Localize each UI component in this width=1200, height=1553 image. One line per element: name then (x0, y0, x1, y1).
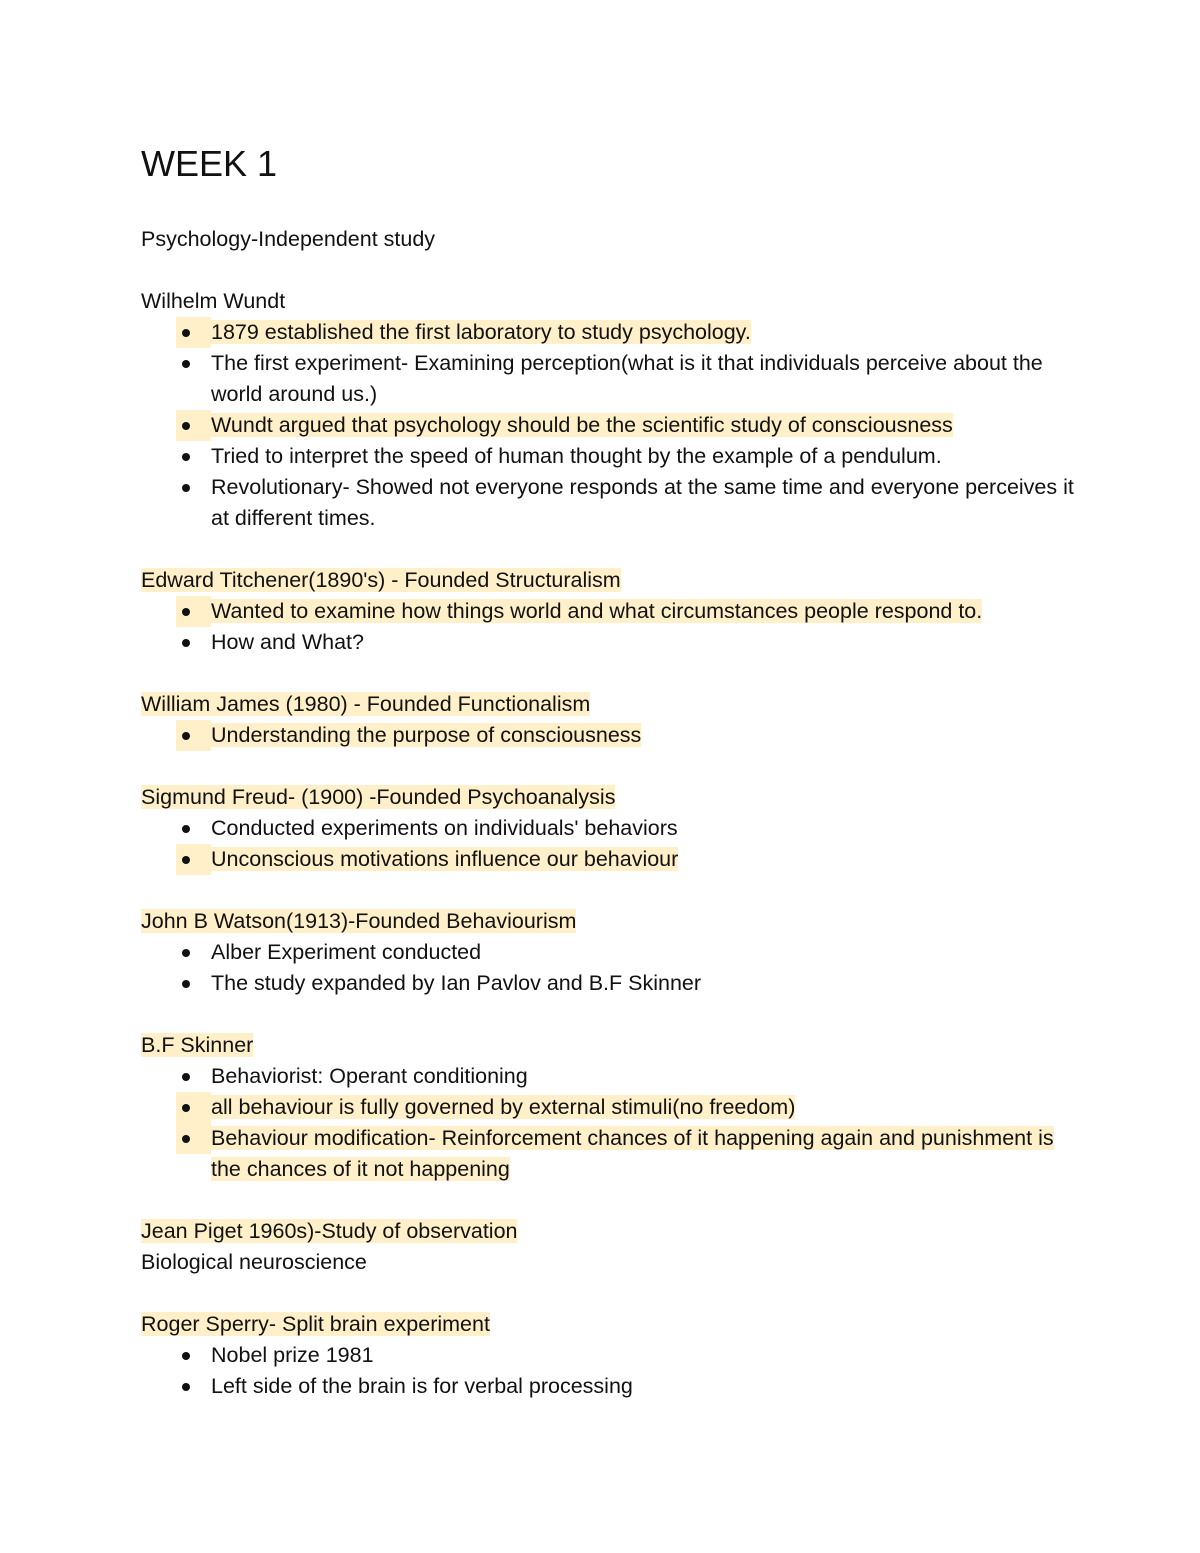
spacer (141, 875, 1081, 906)
bullet-dot-icon (182, 1383, 190, 1391)
bullet-list (141, 813, 1081, 875)
bullet-dot-icon (182, 856, 190, 864)
section-heading (141, 565, 1081, 596)
bullet-item (141, 348, 1081, 410)
bullet-item (141, 813, 1081, 844)
bullet-text: Revolutionary- Showed not everyone responds at the same time and everyone perceives it at different times. (211, 475, 1074, 530)
bullet-item (141, 1340, 1081, 1371)
bullet-dot-icon (182, 608, 190, 616)
bullet-item (141, 844, 1081, 875)
bullet-item (141, 1061, 1081, 1092)
spacer (141, 658, 1081, 689)
bullet-text: Alber Experiment conducted (211, 940, 482, 964)
bullet-text: The first experiment- Examining perception(what is it that individuals perceive about the world around us.) (211, 351, 1043, 406)
section (141, 286, 1081, 565)
bullet-dot-icon (182, 422, 190, 430)
bullet-text: Nobel prize 1981 (211, 1343, 374, 1367)
bullet-item (141, 1092, 1081, 1123)
bullet-dot-icon (182, 1073, 190, 1081)
bullet-dot-icon (182, 1352, 190, 1360)
bullet-text: Conducted experiments on individuals' behaviors (211, 816, 678, 840)
section-heading (141, 1216, 1081, 1247)
bullet-item (141, 410, 1081, 441)
section (141, 1309, 1081, 1402)
bullet-item (141, 968, 1081, 999)
bullet-dot-icon (182, 949, 190, 957)
bullet-text: Tried to interpret the speed of human thought by the example of a pendulum. (211, 444, 942, 468)
section-heading-text: Jean Piget 1960s)-Study of observation (141, 1219, 518, 1243)
bullet-list (141, 937, 1081, 999)
bullet-text: Unconscious motivations influence our behaviour (211, 847, 679, 871)
section-heading (141, 782, 1081, 813)
bullet-list (141, 1061, 1081, 1185)
bullet-dot-icon (182, 639, 190, 647)
bullet-dot-icon (182, 1135, 190, 1143)
spacer (141, 999, 1081, 1030)
section (141, 906, 1081, 1030)
section-heading-text: Sigmund Freud- (1900) -Founded Psychoanalysis (141, 785, 616, 809)
bullet-text: Understanding the purpose of consciousness (211, 723, 642, 747)
bullet-item (141, 317, 1081, 348)
section-subline: Biological neuroscience (141, 1250, 367, 1274)
bullet-text: all behaviour is fully governed by external stimuli(no freedom) (211, 1095, 796, 1119)
bullet-dot-icon (182, 980, 190, 988)
section-heading-text: B.F Skinner (141, 1033, 254, 1057)
section-heading (141, 1309, 1081, 1340)
section-heading-text: Roger Sperry- Split brain experiment (141, 1312, 490, 1336)
bullet-dot-icon (182, 825, 190, 833)
bullet-text: How and What? (211, 630, 364, 654)
section (141, 689, 1081, 782)
section-heading-text: William James (1980) - Founded Functionalism (141, 692, 591, 716)
spacer (141, 1278, 1081, 1309)
bullet-item (141, 596, 1081, 627)
spacer (141, 751, 1081, 782)
bullet-item (141, 720, 1081, 751)
page-title: WEEK 1 (141, 143, 278, 184)
bullet-text: 1879 established the first laboratory to study psychology. (211, 320, 751, 344)
section-heading-text: Wilhelm Wundt (141, 289, 286, 313)
section-heading (141, 906, 1081, 937)
bullet-text: Left side of the brain is for verbal processing (211, 1374, 633, 1398)
bullet-list (141, 317, 1081, 534)
bullet-dot-icon (182, 1104, 190, 1112)
bullet-text: Behaviorist: Operant conditioning (211, 1064, 528, 1088)
bullet-dot-icon (182, 732, 190, 740)
spacer (141, 534, 1081, 565)
section (141, 565, 1081, 689)
bullet-item (141, 1123, 1081, 1185)
bullet-item (141, 441, 1081, 472)
bullet-item (141, 937, 1081, 968)
section (141, 1030, 1081, 1216)
section-heading-text: John B Watson(1913)-Founded Behaviourism (141, 909, 577, 933)
section (141, 782, 1081, 906)
bullet-list (141, 1340, 1081, 1402)
section-heading (141, 689, 1081, 720)
section-heading (141, 1030, 1081, 1061)
notes-body (141, 286, 1081, 1402)
intro-line: Psychology-Independent study (141, 227, 436, 251)
bullet-dot-icon (182, 484, 190, 492)
bullet-list (141, 596, 1081, 658)
bullet-text: Wanted to examine how things world and what circumstances people respond to. (211, 599, 983, 623)
section-heading (141, 286, 1081, 317)
spacer (141, 1185, 1081, 1216)
document-page (141, 138, 1081, 1402)
bullet-text: The study expanded by Ian Pavlov and B.F Skinner (211, 971, 702, 995)
bullet-item (141, 627, 1081, 658)
spacer (141, 255, 1081, 286)
bullet-text: Wundt argued that psychology should be the scientific study of consciousness (211, 413, 953, 437)
bullet-dot-icon (182, 453, 190, 461)
bullet-dot-icon (182, 329, 190, 337)
bullet-item (141, 1371, 1081, 1402)
section (141, 1216, 1081, 1309)
bullet-dot-icon (182, 360, 190, 368)
bullet-list (141, 720, 1081, 751)
bullet-text: Behaviour modification- Reinforcement chances of it happening again and punishment is the chances of it not happening (211, 1126, 1054, 1181)
section-heading-text: Edward Titchener(1890's) - Founded Structuralism (141, 568, 621, 592)
bullet-item (141, 472, 1081, 534)
